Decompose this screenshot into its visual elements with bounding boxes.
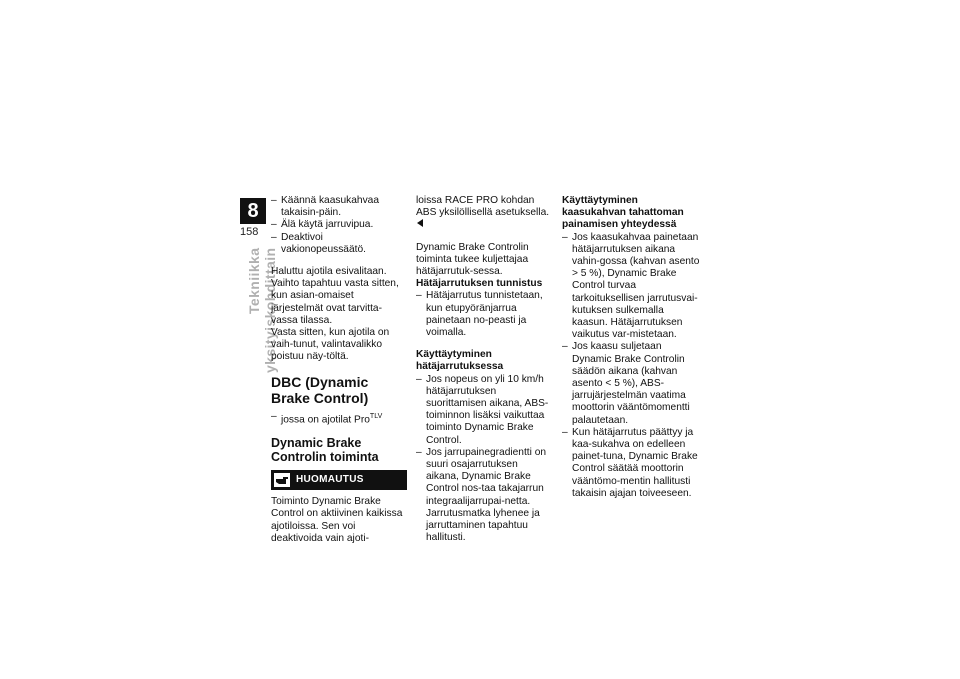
section-heading-function: Dynamic Brake Controlin toiminta — [271, 436, 379, 465]
notice-label: HUOMAUTUS — [296, 474, 364, 486]
throttle-list — [562, 232, 702, 500]
pointing-hand-icon — [274, 473, 290, 487]
list-item: – Jos kaasukahvaa painetaan hätäjarrutuksen aikana vahin-gossa (kahvan asento > 5 %), Dynamic Brake Control turvaa tarkoituksellisen jarrutusvai-kutuksen sulkemalla kaasun. Hätäjarrutuksen vaikutus var-mistetaan. — [562, 232, 702, 342]
instruction-list — [271, 195, 407, 256]
page-number: 158 — [240, 226, 259, 238]
list-item: – Käännä kaasukahvaa takaisin-päin. — [271, 195, 407, 219]
paragraph: Haluttu ajotila esivalitaan. Vaihto tapahtuu vasta sitten, kun asian-omaiset järjestelmät ovat tarvitta-vassa tilassa. — [271, 266, 399, 326]
chapter-side-title: Tekniikka yksityiskohdittain — [246, 248, 278, 374]
end-marker-icon — [417, 219, 423, 227]
notice-banner — [271, 470, 407, 490]
paragraph: Vasta sitten, kun ajotila on vaih-tunut, valintavalikko poistuu näy-töltä. — [271, 327, 390, 363]
paragraph-text: loissa RACE PRO kohdan ABS yksilöllisellä asetuksella. — [416, 195, 550, 219]
behaviour-list — [416, 374, 552, 545]
list-item: – Kun hätäjarrutus päättyy ja kaa-sukahva on edelleen painet-tuna, Dynamic Brake Control säätää moottorin vääntömo-mentin hallitusti takaisin ajajan toiveeseen. — [562, 427, 702, 500]
paragraph — [416, 195, 552, 232]
list-item: – Jos nopeus on yli 10 km/h hätäjarrutuksen suorittamisen aikana, ABS-toiminnon lisäksi vaikuttaa toiminto Dynamic Brake Control. — [416, 374, 552, 447]
text-column-1 — [271, 195, 407, 555]
list-item — [271, 411, 407, 427]
subheading-throttle-behaviour: Käyttäytyminen kaasukahvan tahattoman painamisen yhteydessä — [562, 195, 684, 231]
dbc-item-sup: TLV — [369, 412, 383, 420]
list-item: – Älä käytä jarruvipua. — [271, 219, 407, 231]
subheading-emergency-behaviour: Käyttäytyminen hätäjarrutuksessa — [416, 349, 504, 373]
chapter-number: 8 — [240, 198, 266, 224]
paragraph: Toiminto Dynamic Brake Control on aktiivinen kaikissa ajotiloissa. Sen voi deaktivoida vain ajoti- — [271, 496, 403, 544]
subheading-emergency-detection: Hätäjarrutuksen tunnistus — [416, 278, 543, 290]
detection-list — [416, 290, 552, 339]
paragraph: Dynamic Brake Controlin toiminta tukee kuljettajaa hätäjarrutuk-sessa. — [416, 241, 529, 278]
text-column-2 — [416, 195, 552, 554]
list-item: – Jos kaasu suljetaan Dynamic Brake Controlin säädön aikana (kahvan asento < 5 %), ABS-jarrujärjestelmän vaatima moottorin vääntömomentti palautetaan. — [562, 341, 702, 426]
list-item: – Hätäjarrutus tunnistetaan, kun etupyöränjarrua painetaan no-peasti ja voimalla. — [416, 290, 552, 339]
text-column-3 — [562, 195, 702, 510]
availability-list — [271, 411, 407, 427]
section-heading-dbc: DBC (Dynamic Brake Control) — [271, 373, 369, 406]
list-item: – Deaktivoi vakionopeussäätö. — [271, 232, 407, 256]
list-item: – Jos jarrupainegradientti on suuri osajarrutuksen aikana, Dynamic Brake Control nos-taa takajarrun integraalijarrupai-netta. Jarrutusmatka lyhenee ja jarruttaminen tapahtuu hallitusti. — [416, 447, 552, 545]
dbc-item-text: jossa on ajotilat Pro — [281, 414, 370, 426]
